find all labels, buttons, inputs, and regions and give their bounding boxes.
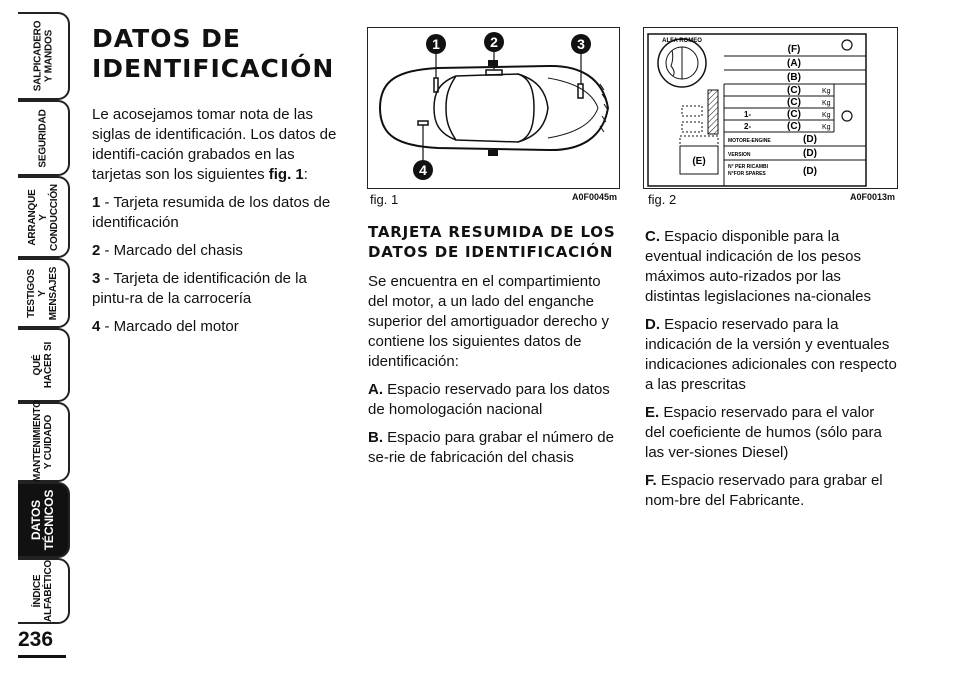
plate-row-label: (C) [787, 109, 801, 120]
page-number-underline [18, 655, 66, 658]
page-title-line: IDENTIFICACIÓN [92, 54, 335, 83]
tab-label: MANTENIMIENTO Y CUIDADO [32, 400, 54, 482]
plate-row-label: (A) [787, 58, 801, 69]
section-heading [368, 222, 620, 262]
car-topview-illustration [368, 28, 619, 188]
item-key: C. [645, 228, 660, 245]
marker-label: 2 [490, 34, 498, 50]
logo-text: ALFA ROMEO [662, 38, 702, 44]
tab-datos-tecnicos[interactable] [18, 482, 70, 558]
plate-d-label: (D) [803, 134, 817, 145]
left-column [92, 105, 347, 345]
intro-paragraph [92, 105, 347, 185]
list-item [92, 269, 347, 309]
list-item [368, 380, 620, 420]
plate-axle-label: 2- [744, 122, 752, 131]
tab-label: SALPICADERO Y MANDOS [32, 20, 54, 92]
plate-spares-label: N° PER RICAMBI [728, 164, 769, 170]
plate-axle-label: 1- [744, 110, 752, 119]
plate-row-label: (F) [787, 44, 801, 55]
plate-kg: Kg [822, 100, 831, 107]
tab-label: ARRANQUE Y CONDUCCIÓN [26, 183, 60, 251]
tab-salpicadero[interactable] [18, 12, 70, 100]
middle-column [368, 222, 620, 476]
intro-text: Le acosejamos tomar nota de las siglas de identificación. Los datos de identifi-cación grabados en las tarjetas son los siguientes [92, 106, 337, 183]
tab-label: SEGURIDAD [37, 108, 49, 168]
page-title-line: DATOS DE [92, 24, 242, 53]
item-key: D. [645, 316, 660, 333]
section-heading-line: TARJETA RESUMIDA DE LOS [368, 223, 616, 241]
list-item [645, 227, 897, 307]
figure-2-id-plate [643, 27, 898, 189]
tab-label: TESTIGOS Y MENSAJES [26, 266, 60, 320]
fig-reference[interactable]: fig. 1 [268, 166, 304, 183]
figure-1-car-topview [367, 27, 620, 189]
tab-que-hacer-si[interactable] [18, 328, 70, 402]
section-intro: Se encuentra en el compartimiento del motor, a un lado del enganche superior del amortiguador derecho y contiene los siguientes datos de identificación: [368, 273, 609, 370]
list-item [92, 193, 347, 233]
list-number: 2 [92, 242, 101, 259]
item-text: Espacio para grabar el número de se-rie de fabricación del chasis [368, 429, 614, 466]
tab-label: ÍNDICE ALFABÉTICO [32, 560, 55, 622]
tab-testigos[interactable] [18, 258, 70, 328]
plate-kg: Kg [822, 124, 831, 131]
figure-1-label: fig. 1 [370, 192, 399, 207]
marker-label: 1 [432, 36, 440, 52]
item-key: E. [645, 404, 660, 421]
plate-kg: Kg [822, 88, 831, 95]
section-sidebar [0, 0, 75, 676]
list-text: - Marcado del chasis [100, 242, 243, 259]
tab-indice[interactable] [18, 558, 70, 624]
id-plate-illustration [644, 28, 897, 188]
item-text: Espacio disponible para la eventual indicación de los pesos máximos auto-rizados por las distintas legislaciones na-cionales [645, 228, 871, 305]
marker-label: 4 [419, 162, 427, 178]
plate-engine-label: MOTORE-ENGINE [728, 138, 771, 144]
tab-label: DATOS TÉCNICOS [29, 489, 56, 551]
marker-label: 3 [577, 36, 585, 52]
plate-row-label: (C) [787, 85, 801, 96]
item-text: Espacio reservado para la indicación de la versión y eventuales indicaciones adicionales con respecto a las prescritas [645, 316, 897, 393]
list-item [92, 241, 347, 261]
list-item [645, 315, 897, 395]
list-number: 1 [92, 194, 101, 211]
item-text: Espacio reservado para grabar el nom-bre del Fabricante. [645, 472, 883, 509]
page-number: 236 [18, 628, 54, 651]
plate-d-label: (D) [803, 148, 817, 159]
plate-version-label: VERSION [728, 152, 751, 158]
list-text: - Marcado del motor [100, 318, 239, 335]
rivet-icon [842, 40, 852, 50]
tab-seguridad[interactable] [18, 100, 70, 176]
list-text: - Tarjeta resumida de los datos de identificación [92, 194, 331, 231]
rivet-icon [842, 111, 852, 121]
list-number: 3 [92, 270, 101, 287]
plate-e-label: (E) [692, 156, 706, 167]
figure-2-label: fig. 2 [648, 192, 677, 207]
right-column [645, 227, 897, 519]
section-heading-line: DATOS DE IDENTIFICACIÓN [368, 243, 614, 261]
item-text: Espacio reservado para los datos de homologación nacional [368, 381, 610, 418]
list-item [92, 317, 347, 337]
item-key: A. [368, 381, 383, 398]
list-number: 4 [92, 318, 101, 335]
plate-kg: Kg [822, 112, 831, 119]
page-title [92, 24, 334, 84]
list-item [645, 471, 897, 511]
item-key: F. [645, 472, 657, 489]
item-text: Espacio reservado para el valor del coeficiente de humos (sólo para las ver-siones Diesel) [645, 404, 882, 461]
plate-row-label: (C) [787, 121, 801, 132]
list-item [645, 403, 897, 463]
tab-arranque[interactable] [18, 176, 70, 258]
plate-row-label: (C) [787, 97, 801, 108]
item-key: B. [368, 429, 383, 446]
tab-label: QUÉ HACER SI [32, 341, 54, 389]
list-text: - Tarjeta de identificación de la pintu-ra de la carrocería [92, 270, 307, 307]
list-item [368, 428, 620, 468]
intro-suffix: : [303, 166, 308, 183]
plate-row-label: (B) [787, 72, 801, 83]
plate-spares-label: N°FOR SPARES [728, 171, 766, 177]
figure-2-code: A0F0013m [850, 192, 896, 202]
tab-mantenimiento[interactable] [18, 402, 70, 482]
figure-1-code: A0F0045m [572, 192, 618, 202]
plate-d-label: (D) [803, 166, 817, 177]
